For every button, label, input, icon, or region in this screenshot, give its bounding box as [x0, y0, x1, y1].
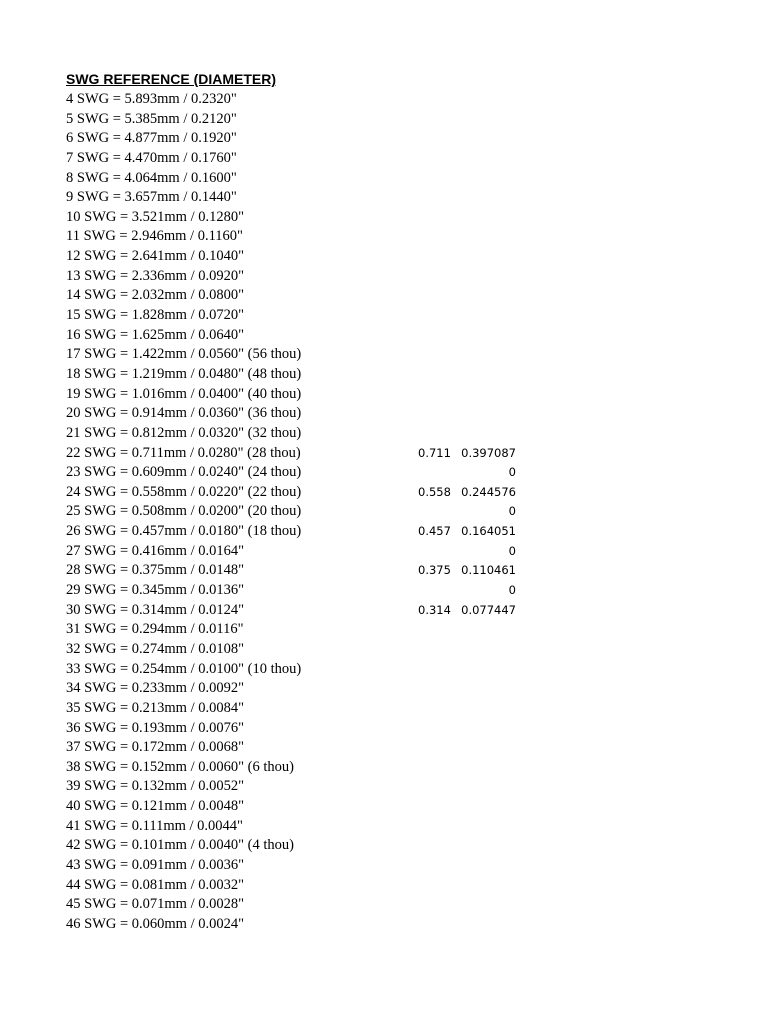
list-item — [66, 267, 726, 287]
list-item — [66, 738, 726, 758]
list-item — [66, 640, 726, 660]
computed-value: 0 — [508, 504, 516, 519]
list-item — [66, 895, 726, 915]
swg-reference-text: 34 SWG = 0.233mm / 0.0092" — [66, 680, 245, 697]
swg-reference-text: 4 SWG = 5.893mm / 0.2320" — [66, 91, 237, 107]
list-item — [66, 90, 726, 110]
swg-reference-text: 45 SWG = 0.071mm / 0.0028" — [66, 896, 245, 913]
swg-reference-text: 35 SWG = 0.213mm / 0.0084" — [66, 699, 245, 716]
swg-reference-text: 13 SWG = 2.336mm / 0.0920" — [66, 267, 245, 284]
list-item — [66, 483, 726, 503]
list-item — [66, 777, 726, 797]
swg-reference-text: 27 SWG = 0.416mm / 0.0164" — [66, 542, 245, 559]
swg-reference-text: 21 SWG = 0.812mm / 0.0320" (32 thou) — [66, 424, 302, 441]
list-item — [66, 110, 726, 130]
swg-reference-text: 10 SWG = 3.521mm / 0.1280" — [66, 208, 245, 225]
list-item — [66, 876, 726, 896]
swg-reference-text: 33 SWG = 0.254mm / 0.0100" (10 thou) — [66, 660, 302, 677]
diameter-mm-value: 0.314 — [418, 602, 451, 617]
swg-reference-text: 38 SWG = 0.152mm / 0.0060" (6 thou) — [66, 758, 294, 775]
swg-reference-text: 24 SWG = 0.558mm / 0.0220" (22 thou) — [66, 483, 302, 500]
computed-value: 0.110461 — [461, 563, 516, 578]
swg-reference-text: 43 SWG = 0.091mm / 0.0036" — [66, 856, 245, 873]
swg-reference-text: 18 SWG = 1.219mm / 0.0480" (48 thou) — [66, 365, 302, 382]
list-item — [66, 542, 726, 562]
swg-reference-text: 14 SWG = 2.032mm / 0.0800" — [66, 287, 245, 304]
list-item — [66, 129, 726, 149]
swg-reference-text: 25 SWG = 0.508mm / 0.0200" (20 thou) — [66, 503, 302, 520]
computed-value: 0.077447 — [461, 602, 516, 617]
swg-reference-text: 16 SWG = 1.625mm / 0.0640" — [66, 326, 245, 343]
swg-reference-text: 30 SWG = 0.314mm / 0.0124" — [66, 601, 245, 618]
computed-value: 0 — [508, 543, 516, 558]
swg-reference-text: 22 SWG = 0.711mm / 0.0280" (28 thou) — [66, 444, 301, 461]
swg-reference-text: 29 SWG = 0.345mm / 0.0136" — [66, 582, 245, 599]
list-item — [66, 149, 726, 169]
list-item — [66, 365, 726, 385]
swg-reference-text: 36 SWG = 0.193mm / 0.0076" — [66, 719, 245, 736]
swg-reference-text: 7 SWG = 4.470mm / 0.1760" — [66, 149, 237, 166]
swg-reference-text: 42 SWG = 0.101mm / 0.0040" (4 thou) — [66, 837, 294, 854]
list-item — [66, 581, 726, 601]
list-item — [66, 247, 726, 267]
list-item — [66, 326, 726, 346]
list-item — [66, 404, 726, 424]
list-item — [66, 306, 726, 326]
diameter-mm-value: 0.375 — [418, 563, 451, 578]
swg-reference-text: 46 SWG = 0.060mm / 0.0024" — [66, 915, 245, 932]
swg-reference-text: 37 SWG = 0.172mm / 0.0068" — [66, 739, 245, 756]
list-item — [66, 444, 726, 464]
swg-reference-text: 5 SWG = 5.385mm / 0.2120" — [66, 110, 237, 127]
list-item — [66, 836, 726, 856]
swg-reference-text: 15 SWG = 1.828mm / 0.0720" — [66, 307, 245, 324]
list-item — [66, 797, 726, 817]
list-item — [66, 758, 726, 778]
swg-reference-text: 19 SWG = 1.016mm / 0.0400" (40 thou) — [66, 385, 302, 402]
swg-reference-list — [66, 90, 726, 935]
swg-reference-text: 8 SWG = 4.064mm / 0.1600" — [66, 169, 237, 186]
list-item — [66, 915, 726, 935]
list-item — [66, 227, 726, 247]
swg-reference-text: 20 SWG = 0.914mm / 0.0360" (36 thou) — [66, 405, 302, 422]
list-item — [66, 601, 726, 621]
list-item — [66, 679, 726, 699]
list-item — [66, 620, 726, 640]
swg-reference-text: 32 SWG = 0.274mm / 0.0108" — [66, 640, 245, 657]
swg-reference-text: 41 SWG = 0.111mm / 0.0044" — [66, 817, 243, 834]
list-item — [66, 561, 726, 581]
list-item — [66, 856, 726, 876]
swg-reference-text: 39 SWG = 0.132mm / 0.0052" — [66, 778, 245, 795]
computed-value: 0.244576 — [461, 484, 516, 499]
list-item — [66, 463, 726, 483]
swg-reference-text: 17 SWG = 1.422mm / 0.0560" (56 thou) — [66, 346, 302, 363]
computed-value: 0.397087 — [461, 445, 516, 460]
swg-reference-text: 11 SWG = 2.946mm / 0.1160" — [66, 228, 243, 245]
list-item — [66, 188, 726, 208]
list-item — [66, 699, 726, 719]
list-item — [66, 286, 726, 306]
list-item — [66, 345, 726, 365]
swg-reference-text: 31 SWG = 0.294mm / 0.0116" — [66, 621, 244, 638]
swg-reference-text: 28 SWG = 0.375mm / 0.0148" — [66, 562, 245, 579]
swg-reference-text: 44 SWG = 0.081mm / 0.0032" — [66, 876, 245, 893]
diameter-mm-value: 0.558 — [418, 484, 451, 499]
computed-value: 0 — [508, 465, 516, 480]
swg-reference-text: 12 SWG = 2.641mm / 0.1040" — [66, 248, 245, 265]
list-item — [66, 660, 726, 680]
list-item — [66, 522, 726, 542]
swg-reference-text: 40 SWG = 0.121mm / 0.0048" — [66, 798, 245, 815]
computed-value: 0 — [508, 583, 516, 598]
list-item — [66, 817, 726, 837]
swg-reference-text: 6 SWG = 4.877mm / 0.1920" — [66, 130, 237, 147]
list-item — [66, 719, 726, 739]
swg-reference-text: 9 SWG = 3.657mm / 0.1440" — [66, 189, 237, 206]
list-item — [66, 208, 726, 228]
list-item — [66, 169, 726, 189]
diameter-mm-value: 0.457 — [418, 524, 451, 539]
diameter-mm-value: 0.711 — [418, 445, 451, 460]
swg-reference-text: 26 SWG = 0.457mm / 0.0180" (18 thou) — [66, 523, 302, 540]
swg-reference-text: 23 SWG = 0.609mm / 0.0240" (24 thou) — [66, 464, 302, 481]
computed-value: 0.164051 — [461, 524, 516, 539]
list-item — [66, 502, 726, 522]
list-item — [66, 424, 726, 444]
list-item — [66, 385, 726, 405]
page-title: SWG REFERENCE (DIAMETER) — [66, 71, 276, 87]
